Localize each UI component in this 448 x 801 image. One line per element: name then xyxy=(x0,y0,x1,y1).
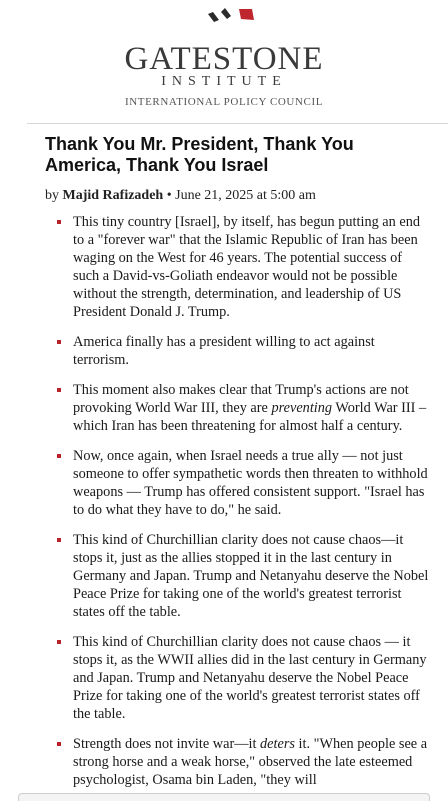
summary-item: This kind of Churchillian clarity does not cause chaos—it stops it, just as the allies stopped it in the last century in Germany and Japan. Trump and Netanyahu deserve the Nobel Peace Prize for taking one of the world's greatest terrorist states off the table. xyxy=(45,531,431,621)
author-link[interactable]: Majid Rafizadeh xyxy=(62,188,164,203)
summary-item: America finally has a president willing to act against terrorism. xyxy=(45,333,431,369)
brand-tagline: INTERNATIONAL POLICY COUNCIL xyxy=(124,96,324,108)
summary-item: This kind of Churchillian clarity does not cause chaos — it stops it, as the WWII allies did in the last century in Germany and Japan. Trump and Netanyahu deserve the Nobel Peace Prize for taking one of the world's greatest terrorist states off the table. xyxy=(45,633,431,723)
brand-name[interactable]: GATESTONE xyxy=(124,41,324,77)
byline-separator: • xyxy=(166,188,172,203)
emphasis-text: preventing xyxy=(271,400,333,416)
article-title: Thank You Mr. President, Thank You America, Thank You Israel xyxy=(45,134,354,175)
byline-prefix: by xyxy=(45,188,59,203)
gatestone-logo-icon xyxy=(0,0,448,40)
summary-item: This moment also makes clear that Trump's actions are not provoking World War III, they are preventing World War III – which Iran has been threatening for almost half a century. xyxy=(45,381,431,435)
summary-list xyxy=(45,213,431,801)
byline xyxy=(45,187,316,205)
publish-date: June 21, 2025 at 5:00 am xyxy=(175,188,316,203)
site-header xyxy=(0,0,448,118)
emphasis-text: deters xyxy=(260,736,295,752)
logo-red-flag xyxy=(239,9,254,20)
summary-item: This tiny country [Israel], by itself, has begun putting an end to a "forever war" that the Islamic Republic of Iran has been waging on the West for 46 years. The potential success of such a David-vs-Goliath endeavor would not be possible without the strength, determination, and leadership of US President Donald J. Trump. xyxy=(45,213,431,321)
summary-item: Now, once again, when Israel needs a true ally — not just someone to offer sympathetic words then threaten to withhold weapons — Trump has offered consistent support. "Israel has to do what they have to do," he said. xyxy=(45,447,431,519)
summary-item: Strength does not invite war—it deters it. "When people see a strong horse and a weak horse," observed the late esteemed psychologist, Osama bin Laden, "they will xyxy=(45,735,431,789)
brand-subtitle: INSTITUTE xyxy=(161,74,287,89)
header-divider xyxy=(27,123,448,124)
